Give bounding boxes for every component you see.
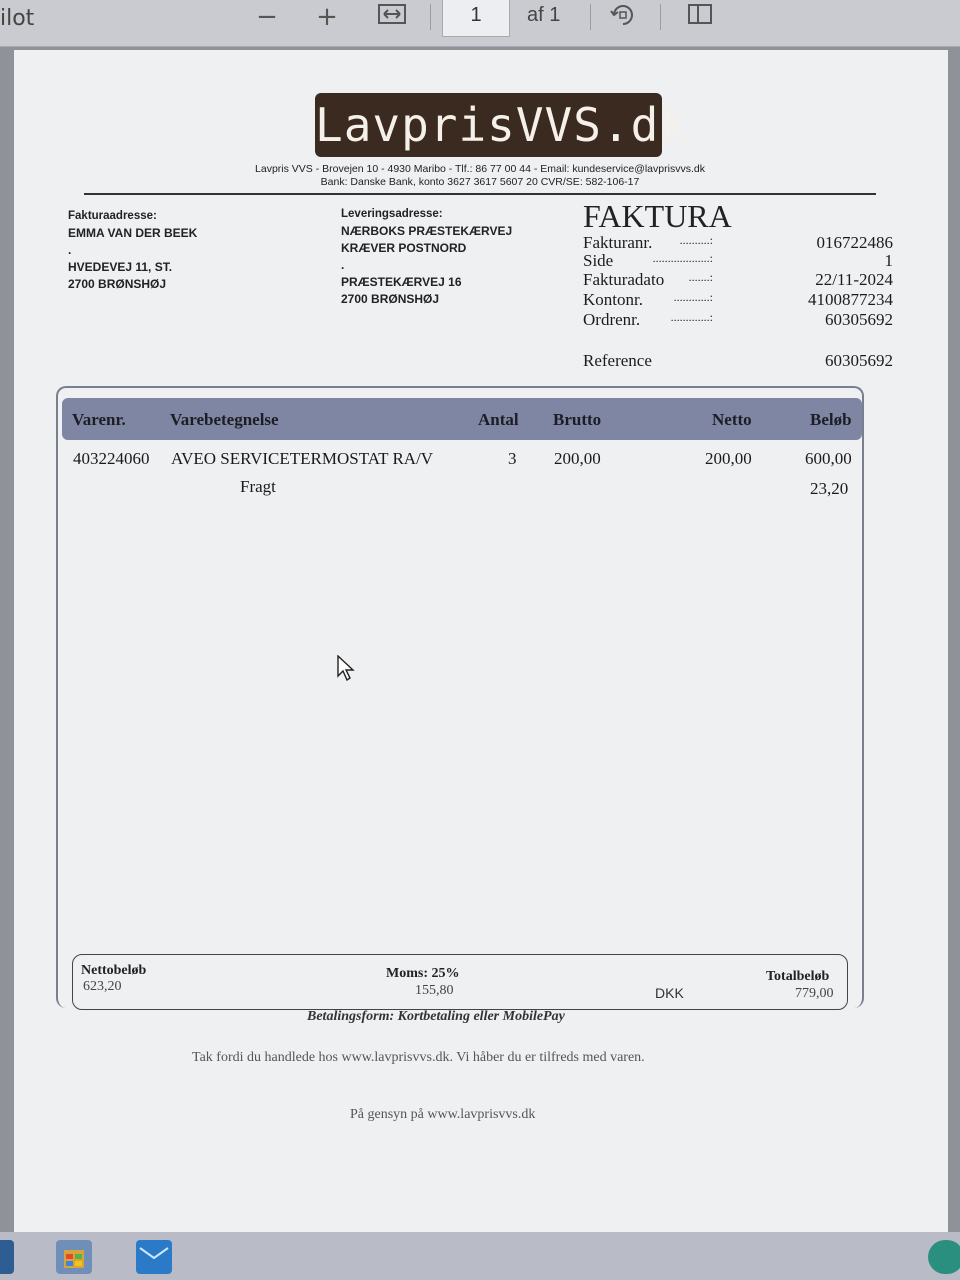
meta-value: 60305692: [825, 310, 893, 329]
row-antal: 3: [508, 449, 517, 468]
delivery-line2: KRÆVER POSTNORD: [341, 241, 467, 255]
total-amount-value: 779,00: [795, 986, 834, 1001]
col-antal: Antal: [478, 410, 519, 429]
col-varenr: Varenr.: [72, 410, 126, 429]
freight-label: Fragt: [240, 477, 276, 496]
net-amount-value: 623,20: [83, 979, 122, 994]
start-icon[interactable]: [0, 1240, 14, 1274]
meta-page: [583, 251, 893, 271]
billing-address: [68, 208, 197, 293]
meta-label: Side: [583, 251, 614, 270]
row-belob: 600,00: [805, 449, 852, 468]
meta-dots: ..........:: [679, 233, 713, 247]
meta-invoice-date: [583, 270, 893, 290]
store-icon[interactable]: [56, 1240, 92, 1274]
meta-label: Fakturanr.: [583, 233, 653, 252]
row-betegnelse: AVEO SERVICETERMOSTAT RA/V: [171, 449, 434, 468]
company-bank-line: Bank: Danske Bank, konto 3627 3617 5607 20 CVR/SE: 582-106-17: [320, 176, 640, 188]
company-logo: LavprisVVS.dk: [315, 93, 662, 157]
payment-method: Betalingsform: Kortbetaling eller MobilePay: [307, 1009, 565, 1024]
delivery-city: 2700 BRØNSHØJ: [341, 292, 440, 306]
vat-value: 155,80: [415, 983, 454, 998]
net-amount-label: Nettobeløb: [81, 963, 147, 978]
thank-you-note: Tak fordi du handlede hos www.lavprisvvs.dk. Vi håber du er tilfreds med varen.: [192, 1050, 645, 1065]
delivery-street: PRÆSTEKÆRVEJ 16: [341, 275, 462, 289]
delivery-dot: .: [341, 258, 345, 272]
help-icon[interactable]: [928, 1240, 960, 1274]
meta-value: 22/11-2024: [815, 270, 893, 289]
meta-label: Ordrenr.: [583, 310, 641, 329]
page-view-icon[interactable]: [682, 2, 718, 32]
app-title: ilot: [0, 6, 35, 31]
delivery-address: [341, 206, 512, 308]
meta-value: 016722486: [816, 233, 893, 252]
goodbye-note: På gensyn på www.lavprisvvs.dk: [350, 1107, 536, 1122]
zoom-in-button[interactable]: +: [316, 2, 338, 32]
zoom-out-button[interactable]: −: [256, 2, 278, 32]
mail-icon[interactable]: [136, 1240, 172, 1274]
row-netto: 200,00: [705, 449, 752, 468]
col-netto: Netto: [712, 410, 752, 429]
billing-street: HVEDEVEJ 11, ST.: [68, 260, 173, 274]
meta-label: Fakturadato: [583, 270, 665, 289]
meta-dots: ...................:: [652, 251, 713, 265]
meta-value: 4100877234: [808, 290, 893, 309]
page-total-label: af 1: [527, 4, 561, 26]
meta-dots: .............:: [670, 310, 713, 324]
currency-label: DKK: [655, 985, 684, 1001]
meta-order-number: [583, 310, 893, 330]
row-varenr: 403224060: [73, 449, 150, 468]
totals-box: [72, 954, 848, 1010]
meta-label: Kontonr.: [583, 290, 643, 309]
reference-value: 60305692: [825, 351, 893, 370]
header-divider: [84, 193, 876, 195]
col-varebetegnelse: Varebetegnelse: [170, 410, 279, 429]
col-brutto: Brutto: [553, 410, 602, 429]
delivery-line1: NÆRBOKS PRÆSTEKÆRVEJ: [341, 224, 513, 238]
rotate-icon[interactable]: [606, 2, 640, 32]
billing-city: 2700 BRØNSHØJ: [68, 277, 167, 291]
items-table: [56, 386, 864, 1008]
pdf-toolbar: [0, 0, 960, 47]
fit-width-icon[interactable]: [374, 2, 410, 32]
meta-account-number: [583, 290, 893, 310]
row-brutto: 200,00: [554, 449, 601, 468]
reference-label: Reference: [583, 351, 652, 370]
total-amount-label: Totalbeløb: [766, 969, 830, 984]
meta-reference: [583, 351, 893, 371]
taskbar: [0, 1232, 960, 1280]
company-contact-line: Lavpris VVS - Brovejen 10 - 4930 Maribo - Tlf.: 86 77 00 44 - Email: kundeservice@lavprisvvs.dk: [255, 163, 705, 175]
billing-name: EMMA VAN DER BEEK: [68, 226, 198, 240]
vat-label: Moms: 25%: [386, 966, 460, 981]
items-table-header: [62, 398, 862, 440]
billing-dot: .: [68, 243, 72, 257]
meta-value: 1: [884, 251, 893, 270]
mouse-cursor-icon: [337, 655, 355, 686]
col-belob: Beløb: [810, 410, 852, 429]
invoice-title: FAKTURA: [583, 198, 732, 234]
meta-dots: .......:: [688, 270, 713, 284]
freight-amount: 23,20: [810, 479, 849, 498]
page-number-input[interactable]: 1: [442, 0, 510, 37]
meta-invoice-number: [583, 233, 893, 253]
delivery-address-label: Leveringsadresse:: [341, 208, 443, 220]
billing-address-label: Fakturaadresse:: [68, 210, 157, 222]
meta-dots: ............:: [673, 290, 713, 304]
